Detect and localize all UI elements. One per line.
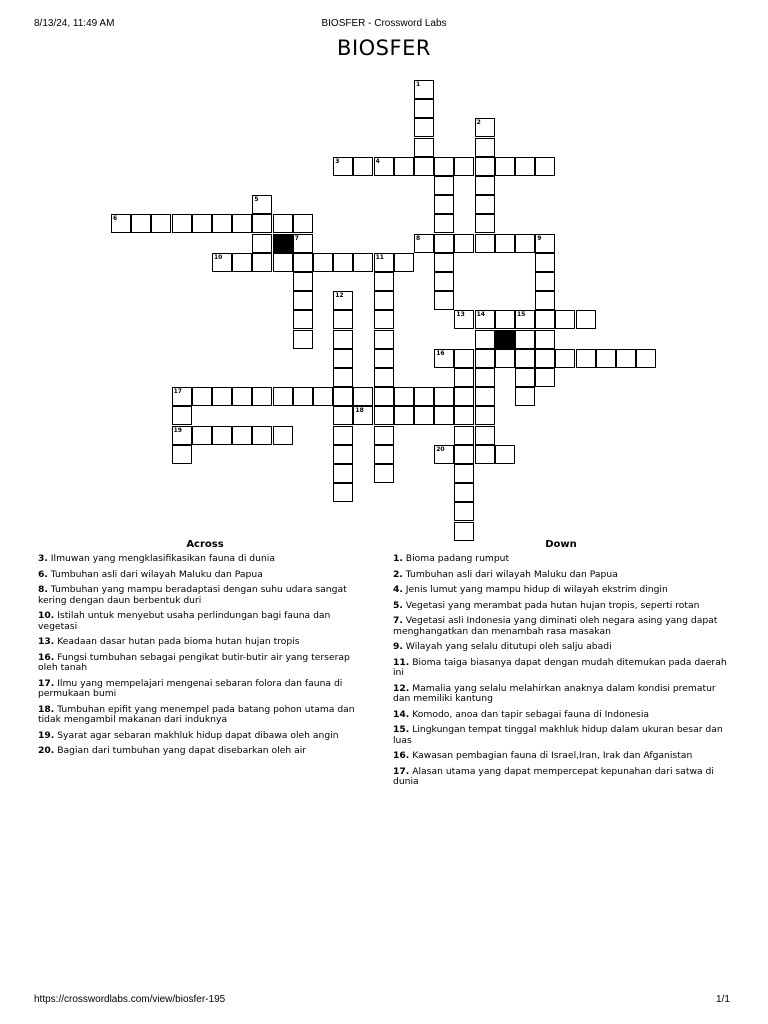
grid-cell[interactable] xyxy=(454,502,474,521)
grid-cell[interactable] xyxy=(414,138,434,157)
grid-cell[interactable] xyxy=(434,349,454,368)
grid-cell[interactable] xyxy=(374,368,394,387)
grid-cell[interactable] xyxy=(252,234,272,253)
down-clue xyxy=(393,570,733,581)
grid-cell[interactable] xyxy=(172,387,192,406)
grid-cell[interactable] xyxy=(454,522,474,541)
clue-number: 1 xyxy=(416,81,421,88)
across-clue xyxy=(38,746,370,757)
grid-cell[interactable] xyxy=(293,387,313,406)
grid-cell[interactable] xyxy=(333,445,353,464)
grid-cell[interactable] xyxy=(333,157,353,176)
clue-number: 3 xyxy=(335,157,340,165)
grid-cell[interactable] xyxy=(172,214,192,233)
grid-cell[interactable] xyxy=(475,310,495,329)
grid-cell[interactable] xyxy=(232,214,252,233)
grid-cell[interactable] xyxy=(374,291,394,310)
clue-number: 2 xyxy=(476,119,481,127)
grid-cell[interactable] xyxy=(394,387,414,406)
grid-cell[interactable] xyxy=(434,387,454,406)
grid-cell[interactable] xyxy=(252,253,272,272)
across-heading: Across xyxy=(186,539,224,550)
grid-cell[interactable] xyxy=(212,214,232,233)
grid-cell[interactable] xyxy=(454,310,474,329)
clue-num: 12. xyxy=(393,682,410,694)
clue-text: Syarat agar sebaran makhluk hidup dapat dibawa oleh angin xyxy=(54,729,339,741)
grid-cell[interactable] xyxy=(374,464,394,483)
across-clue xyxy=(38,611,370,632)
grid-cell[interactable] xyxy=(414,99,434,118)
grid-cell[interactable] xyxy=(151,214,171,233)
clue-num: 19. xyxy=(38,729,55,741)
down-clue xyxy=(393,601,733,612)
down-heading: Down xyxy=(545,539,577,550)
grid-cell[interactable] xyxy=(475,138,495,157)
clue-number: 9 xyxy=(537,234,542,242)
grid-cell[interactable] xyxy=(313,253,333,272)
clue-num: 14. xyxy=(393,708,410,720)
grid-cell[interactable] xyxy=(374,445,394,464)
clue-number: 18 xyxy=(355,407,364,415)
clue-number: 7 xyxy=(294,234,299,242)
grid-cell[interactable] xyxy=(495,234,515,253)
across-clue xyxy=(38,570,370,581)
grid-cell[interactable] xyxy=(454,349,474,368)
grid-cell[interactable] xyxy=(576,349,596,368)
grid-cell[interactable] xyxy=(394,157,414,176)
grid-cell[interactable] xyxy=(333,483,353,502)
clue-text: Jenis lumut yang mampu hidup di wilayah ekstrim dingin xyxy=(402,584,668,595)
grid-cell[interactable] xyxy=(475,118,495,137)
clue-num: 16. xyxy=(38,651,55,663)
clue-text: Bioma padang rumput xyxy=(402,553,510,564)
grid-cell[interactable] xyxy=(535,368,555,387)
grid-cell[interactable] xyxy=(454,387,474,406)
grid-cell[interactable] xyxy=(495,157,515,176)
grid-cell[interactable] xyxy=(273,387,293,406)
clue-num: 8. xyxy=(38,584,48,595)
grid-cell[interactable] xyxy=(454,483,474,502)
down-clue xyxy=(393,658,733,679)
grid-cell[interactable] xyxy=(394,253,414,272)
clue-number: 14 xyxy=(476,311,485,319)
grid-cell[interactable] xyxy=(232,426,252,445)
clue-num: 16. xyxy=(393,750,410,761)
grid-cell[interactable] xyxy=(374,253,394,272)
clue-text: Ilmuwan yang mengklasifikasikan fauna di dunia xyxy=(47,553,275,564)
grid-cell[interactable] xyxy=(293,234,313,253)
clue-text: Vegetasi asli Indonesia yang diminati oleh negara asing yang dapat menghangatkan dan menambah rasa masakan xyxy=(393,615,718,637)
grid-cell[interactable] xyxy=(414,406,434,425)
grid-cell[interactable] xyxy=(475,214,495,233)
grid-cell[interactable] xyxy=(333,310,353,329)
grid-cell[interactable] xyxy=(434,234,454,253)
grid-cell[interactable] xyxy=(374,272,394,291)
grid-cell[interactable] xyxy=(131,214,151,233)
grid-cell[interactable] xyxy=(212,253,232,272)
grid-cell[interactable] xyxy=(555,349,575,368)
clue-num: 17. xyxy=(38,677,55,689)
clue-text: Fungsi tumbuhan sebagai pengikat butir-butir air yang terserap oleh tanah xyxy=(38,651,350,673)
grid-cell[interactable] xyxy=(475,406,495,425)
grid-cell[interactable] xyxy=(353,253,373,272)
grid-cell[interactable] xyxy=(535,253,555,272)
grid-cell[interactable] xyxy=(374,157,394,176)
print-url: https://crosswordlabs.com/view/biosfer-195 xyxy=(34,994,226,1005)
grid-cell[interactable] xyxy=(293,214,313,233)
grid-cell[interactable] xyxy=(515,387,535,406)
grid-cell[interactable] xyxy=(333,253,353,272)
clue-num: 6. xyxy=(38,568,48,580)
clue-number: 11 xyxy=(375,253,384,261)
grid-cell[interactable] xyxy=(454,445,474,464)
grid-cell[interactable] xyxy=(616,349,636,368)
down-clue xyxy=(393,585,733,596)
black-square xyxy=(273,234,293,253)
grid-cell[interactable] xyxy=(333,349,353,368)
grid-cell[interactable] xyxy=(353,406,373,425)
print-page-title: BIOSFER - Crossword Labs xyxy=(321,18,447,29)
clue-text: Alasan utama yang dapat mempercepat kepunahan dari satwa di dunia xyxy=(393,765,714,787)
grid-cell[interactable] xyxy=(172,406,192,425)
grid-cell[interactable] xyxy=(454,464,474,483)
across-clue xyxy=(38,653,370,674)
clue-number: 13 xyxy=(456,311,465,319)
grid-cell[interactable] xyxy=(192,214,212,233)
down-clue xyxy=(393,710,733,721)
grid-cell[interactable] xyxy=(475,426,495,445)
clue-text: Keadaan dasar hutan pada bioma hutan hujan tropis xyxy=(54,636,300,647)
grid-cell[interactable] xyxy=(535,310,555,329)
clue-number: 6 xyxy=(113,215,118,223)
grid-cell[interactable] xyxy=(515,330,535,349)
down-clue xyxy=(393,751,733,762)
clue-number: 12 xyxy=(335,292,344,300)
puzzle-title: BIOSFER xyxy=(337,36,431,60)
grid-cell[interactable] xyxy=(273,253,293,272)
down-clue-list xyxy=(393,554,733,793)
grid-cell[interactable] xyxy=(515,310,535,329)
grid-cell[interactable] xyxy=(374,330,394,349)
clue-text: Tumbuhan epifit yang menempel pada batang pohon utama dan tidak mengambil makanan dari induknya xyxy=(38,703,355,725)
grid-cell[interactable] xyxy=(252,426,272,445)
grid-cell[interactable] xyxy=(192,387,212,406)
grid-cell[interactable] xyxy=(454,426,474,445)
clue-number: 8 xyxy=(416,234,421,242)
clue-text: Ilmu yang mempelajari mengenai sebaran folora dan fauna di permukaan bumi xyxy=(38,677,343,699)
grid-cell[interactable] xyxy=(293,310,313,329)
grid-cell[interactable] xyxy=(192,426,212,445)
clue-text: Mamalia yang selalu melahirkan anaknya dalam kondisi prematur dan memiliki kantung xyxy=(393,682,716,704)
grid-cell[interactable] xyxy=(353,157,373,176)
grid-cell[interactable] xyxy=(475,445,495,464)
grid-cell[interactable] xyxy=(515,157,535,176)
clue-number: 5 xyxy=(254,196,259,204)
grid-cell[interactable] xyxy=(293,330,313,349)
grid-cell[interactable] xyxy=(535,234,555,253)
grid-cell[interactable] xyxy=(434,291,454,310)
clue-text: Bagian dari tumbuhan yang dapat disebarkan oleh air xyxy=(54,745,307,756)
grid-cell[interactable] xyxy=(212,387,232,406)
grid-cell[interactable] xyxy=(495,349,515,368)
grid-cell[interactable] xyxy=(434,445,454,464)
grid-cell[interactable] xyxy=(555,310,575,329)
grid-cell[interactable] xyxy=(454,157,474,176)
grid-cell[interactable] xyxy=(414,80,434,99)
clue-text: Istilah untuk menyebut usaha perlindungan bagi fauna dan vegetasi xyxy=(38,610,331,632)
grid-cell[interactable] xyxy=(293,253,313,272)
grid-cell[interactable] xyxy=(273,426,293,445)
clue-num: 13. xyxy=(38,636,55,647)
grid-cell[interactable] xyxy=(535,349,555,368)
clue-num: 11. xyxy=(393,656,410,668)
clue-number: 20 xyxy=(436,445,445,453)
across-clue xyxy=(38,679,370,700)
across-clue xyxy=(38,731,370,742)
grid-cell[interactable] xyxy=(232,387,252,406)
grid-cell[interactable] xyxy=(252,387,272,406)
clue-num: 17. xyxy=(393,765,410,777)
grid-cell[interactable] xyxy=(535,272,555,291)
grid-cell[interactable] xyxy=(232,253,252,272)
grid-cell[interactable] xyxy=(434,195,454,214)
clue-num: 5. xyxy=(393,599,403,611)
down-clue xyxy=(393,554,733,565)
grid-cell[interactable] xyxy=(293,272,313,291)
grid-cell[interactable] xyxy=(172,426,192,445)
grid-cell[interactable] xyxy=(374,426,394,445)
grid-cell[interactable] xyxy=(515,368,535,387)
grid-cell[interactable] xyxy=(414,157,434,176)
grid-cell[interactable] xyxy=(596,349,616,368)
grid-cell[interactable] xyxy=(475,157,495,176)
clue-number: 17 xyxy=(173,388,182,396)
grid-cell[interactable] xyxy=(333,291,353,310)
down-clue xyxy=(393,767,733,788)
clue-num: 18. xyxy=(38,703,55,715)
clue-text: Tumbuhan asli dari wilayah Maluku dan Papua xyxy=(402,568,618,580)
black-square xyxy=(495,330,515,349)
grid-cell[interactable] xyxy=(475,176,495,195)
grid-cell[interactable] xyxy=(333,368,353,387)
clue-num: 3. xyxy=(38,553,48,564)
clue-text: Tumbuhan asli dari wilayah Maluku dan Papua xyxy=(47,568,263,580)
grid-cell[interactable] xyxy=(454,234,474,253)
grid-cell[interactable] xyxy=(495,310,515,329)
clue-text: Vegetasi yang merambat pada hutan hujan tropis, seperti rotan xyxy=(402,599,700,611)
grid-cell[interactable] xyxy=(414,387,434,406)
grid-cell[interactable] xyxy=(394,406,414,425)
down-clue xyxy=(393,616,733,637)
clue-text: Komodo, anoa dan tapir sebagai fauna di Indonesia xyxy=(409,708,650,720)
grid-cell[interactable] xyxy=(434,214,454,233)
clue-num: 4. xyxy=(393,584,403,595)
grid-cell[interactable] xyxy=(576,310,596,329)
clue-text: Bioma taiga biasanya dapat dengan mudah ditemukan pada daerah ini xyxy=(393,656,727,678)
clue-text: Wilayah yang selalu ditutupi oleh salju abadi xyxy=(402,641,612,652)
grid-cell[interactable] xyxy=(475,195,495,214)
clue-text: Lingkungan tempat tinggal makhluk hidup dalam ukuran besar dan luas xyxy=(393,724,723,746)
grid-cell[interactable] xyxy=(374,406,394,425)
clue-num: 7. xyxy=(393,615,403,626)
grid-cell[interactable] xyxy=(293,291,313,310)
grid-cell[interactable] xyxy=(374,349,394,368)
grid-cell[interactable] xyxy=(454,368,474,387)
clue-number: 19 xyxy=(173,426,182,434)
grid-cell[interactable] xyxy=(414,118,434,137)
grid-cell[interactable] xyxy=(212,426,232,445)
grid-cell[interactable] xyxy=(273,214,293,233)
grid-cell[interactable] xyxy=(475,330,495,349)
grid-cell[interactable] xyxy=(434,253,454,272)
print-page-number: 1/1 xyxy=(716,994,730,1005)
clue-text: Kawasan pembagian fauna di Israel,Iran, Irak dan Afganistan xyxy=(409,750,693,761)
grid-cell[interactable] xyxy=(333,387,353,406)
grid-cell[interactable] xyxy=(475,368,495,387)
across-clue-list xyxy=(38,554,370,762)
grid-cell[interactable] xyxy=(374,387,394,406)
grid-cell[interactable] xyxy=(475,387,495,406)
grid-cell[interactable] xyxy=(313,387,333,406)
grid-cell[interactable] xyxy=(333,406,353,425)
grid-cell[interactable] xyxy=(475,349,495,368)
grid-cell[interactable] xyxy=(515,234,535,253)
down-clue xyxy=(393,642,733,653)
clue-num: 1. xyxy=(393,553,403,564)
grid-cell[interactable] xyxy=(374,310,394,329)
clue-number: 4 xyxy=(375,157,380,165)
across-clue xyxy=(38,585,370,606)
grid-cell[interactable] xyxy=(434,272,454,291)
grid-cell[interactable] xyxy=(252,195,272,214)
clue-num: 2. xyxy=(393,568,403,580)
grid-cell[interactable] xyxy=(353,387,373,406)
grid-cell[interactable] xyxy=(515,349,535,368)
grid-cell[interactable] xyxy=(454,406,474,425)
clue-num: 15. xyxy=(393,724,410,735)
grid-cell[interactable] xyxy=(434,157,454,176)
grid-cell[interactable] xyxy=(252,214,272,233)
grid-cell[interactable] xyxy=(495,445,515,464)
grid-cell[interactable] xyxy=(414,234,434,253)
grid-cell[interactable] xyxy=(333,330,353,349)
grid-cell[interactable] xyxy=(535,330,555,349)
clue-number: 16 xyxy=(436,349,445,357)
clue-num: 20. xyxy=(38,745,55,756)
down-clue xyxy=(393,684,733,705)
grid-cell[interactable] xyxy=(475,234,495,253)
grid-cell[interactable] xyxy=(333,464,353,483)
across-clue xyxy=(38,705,370,726)
across-clue xyxy=(38,554,370,565)
grid-cell[interactable] xyxy=(172,445,192,464)
grid-cell[interactable] xyxy=(535,291,555,310)
clue-num: 10. xyxy=(38,610,55,621)
grid-cell[interactable] xyxy=(434,176,454,195)
across-clue xyxy=(38,637,370,648)
clue-number: 15 xyxy=(517,311,526,319)
print-datetime: 8/13/24, 11:49 AM xyxy=(34,18,115,29)
grid-cell[interactable] xyxy=(434,406,454,425)
clue-number: 10 xyxy=(214,253,223,261)
clue-num: 9. xyxy=(393,641,403,652)
grid-cell[interactable] xyxy=(333,426,353,445)
grid-cell[interactable] xyxy=(535,157,555,176)
down-clue xyxy=(393,725,733,746)
clue-text: Tumbuhan yang mampu beradaptasi dengan suhu udara sangat kering dengan daun berbentuk duri xyxy=(38,584,347,606)
grid-cell[interactable] xyxy=(636,349,656,368)
grid-cell[interactable] xyxy=(111,214,131,233)
